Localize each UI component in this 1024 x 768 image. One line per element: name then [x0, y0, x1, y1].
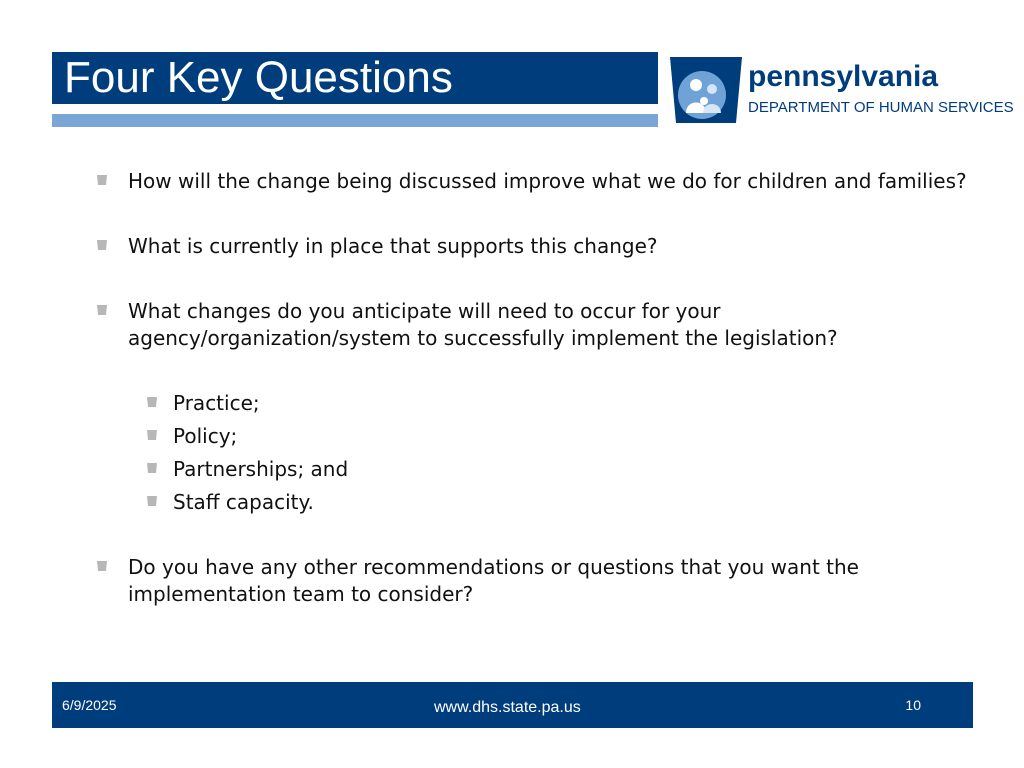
bullet-icon — [96, 174, 108, 186]
footer-url-link[interactable]: www.dhs.state.pa.us — [434, 699, 581, 716]
sub-bullet-item — [146, 390, 976, 417]
bullet-item — [96, 554, 976, 608]
sub-bullet-text: Practice; — [173, 391, 260, 415]
bullet-text: What changes do you anticipate will need to occur for your agency/organization/system to successfully implement the legislation? — [128, 299, 838, 350]
sub-bullet-icon — [146, 429, 158, 441]
page-number: 10 — [905, 697, 921, 713]
bullet-icon — [96, 239, 108, 251]
logo-wordmark: pennsylvania — [748, 60, 939, 93]
slide-content — [96, 168, 976, 646]
bullet-text: How will the change being discussed improve what we do for children and families? — [128, 169, 967, 193]
sub-bullet-item — [146, 456, 976, 483]
pa-dhs-logo — [670, 55, 1014, 125]
sub-bullet-icon — [146, 462, 158, 474]
bullet-text: Do you have any other recommendations or questions that you want the implementation team to consider? — [128, 555, 859, 606]
sub-bullet-item — [146, 489, 976, 516]
bullet-item — [96, 298, 976, 352]
sub-bullet-item — [146, 423, 976, 450]
footer-bar — [52, 682, 973, 728]
sub-bullet-icon — [146, 495, 158, 507]
bullet-item — [96, 168, 976, 195]
title-bar — [52, 52, 658, 104]
logo-department: DEPARTMENT OF HUMAN SERVICES — [748, 99, 1014, 116]
sub-bullet-text: Policy; — [173, 424, 238, 448]
sub-bullet-text: Staff capacity. — [173, 490, 314, 514]
sub-bullet-icon — [146, 396, 158, 408]
sub-bullet-list — [96, 390, 976, 516]
bullet-text: What is currently in place that supports this change? — [128, 234, 658, 258]
slide-title: Four Key Questions — [64, 53, 453, 102]
bullet-item — [96, 233, 976, 260]
footer-date: 6/9/2025 — [62, 697, 117, 713]
title-underline — [52, 114, 658, 127]
bullet-icon — [96, 560, 108, 572]
keystone-family-icon — [670, 55, 742, 125]
sub-bullet-text: Partnerships; and — [173, 457, 349, 481]
bullet-icon — [96, 304, 108, 316]
